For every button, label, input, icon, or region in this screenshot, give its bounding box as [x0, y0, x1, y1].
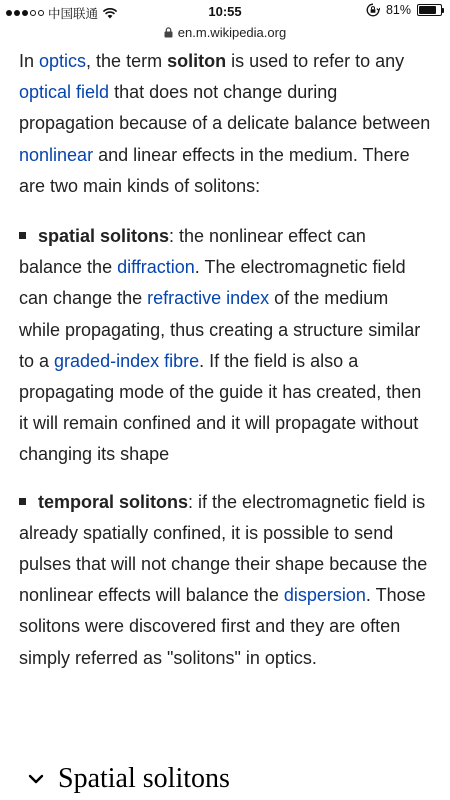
text-run: of the medium while propagating, thus creating a structure similar to a	[19, 288, 421, 371]
intro-paragraph	[19, 46, 433, 202]
carrier-name: 中国联通	[48, 7, 99, 21]
link-graded-index-fibre[interactable]: graded-index fibre	[54, 350, 200, 371]
bullet-icon	[19, 232, 26, 239]
list-item	[19, 487, 433, 674]
section-toggle-spatial-solitons[interactable]	[28, 763, 230, 795]
status-bar	[0, 0, 450, 22]
article-body	[19, 46, 433, 690]
bold-term: temporal solitons	[38, 491, 189, 512]
bullet-icon	[19, 498, 26, 505]
text-run: that does not change during propagation because of a delicate balance between	[19, 82, 431, 134]
url-domain[interactable]: en.m.wikipedia.org	[177, 24, 287, 40]
text-run: is used to refer to any	[226, 51, 405, 71]
text-run: , the term	[86, 51, 168, 71]
text-run: In	[19, 51, 40, 71]
text-run: . Those solitons were discovered first and they are often simply referred as "solitons" in optics.	[19, 585, 426, 668]
status-right	[366, 3, 442, 17]
section-heading: Spatial solitons	[58, 763, 230, 794]
battery-level	[419, 6, 436, 14]
battery-icon	[417, 4, 442, 16]
address-bar[interactable]	[0, 22, 450, 42]
chevron-down-icon	[28, 773, 44, 785]
text-run: : the nonlinear effect can balance the	[19, 226, 366, 278]
bold-term: spatial solitons	[38, 226, 170, 247]
battery-percent: 81%	[385, 3, 411, 17]
rotation-lock-icon	[366, 3, 380, 17]
link-refractive-index[interactable]: refractive index	[147, 288, 270, 309]
bold-term-soliton: soliton	[167, 51, 227, 71]
list-item	[19, 221, 433, 471]
soliton-kinds-list	[19, 221, 433, 674]
text-run: . The electromagnetic field can change the	[19, 257, 406, 309]
link-diffraction[interactable]: diffraction	[117, 257, 195, 278]
link-optics[interactable]: optics	[39, 51, 87, 71]
text-run: and linear effects in the medium. There are two main kinds of solitons:	[19, 144, 410, 196]
text-run: . If the field is also a propagating mode of the guide it has created, then it will remain confined and it will propagate without changing its shape	[19, 350, 422, 465]
link-dispersion[interactable]: dispersion	[283, 585, 366, 606]
link-optical-field[interactable]: optical field	[19, 82, 110, 103]
text-run: : if the electromagnetic field is already spatially confined, it is possible to send pulses that will not change their shape because the nonlinear effects will balance the	[19, 491, 428, 606]
link-nonlinear[interactable]: nonlinear	[19, 144, 94, 165]
status-time: 10:55	[208, 4, 242, 19]
padlock-icon	[164, 27, 173, 38]
